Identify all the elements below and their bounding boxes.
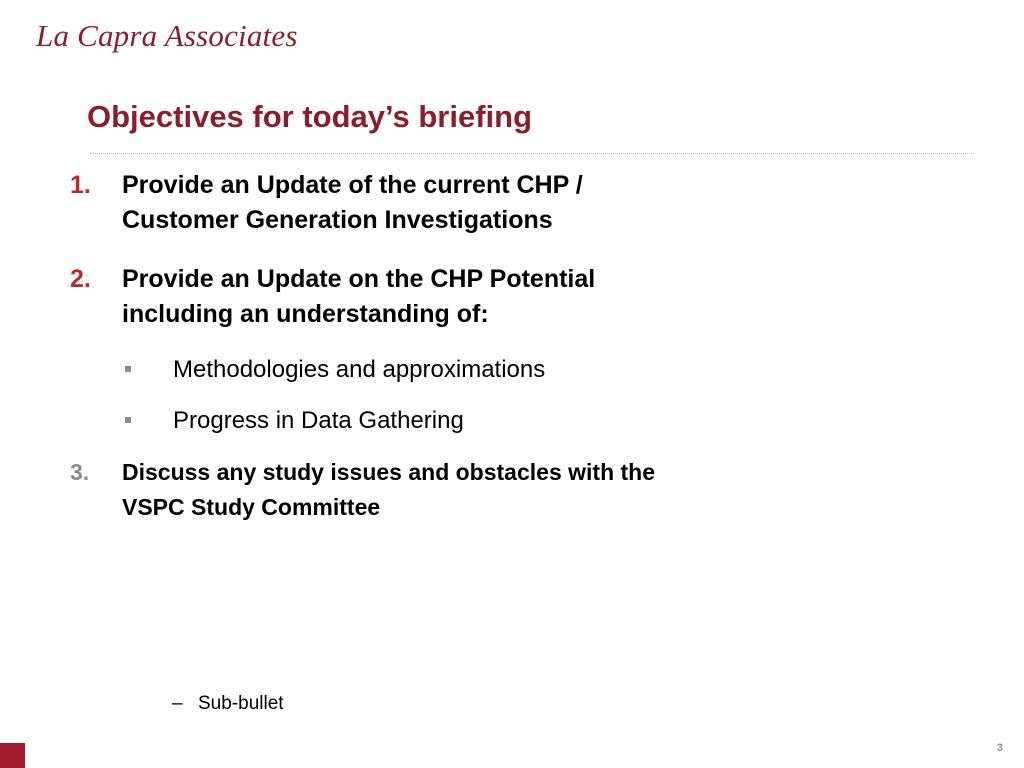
item-line: Discuss any study issues and obstacles with the — [122, 459, 656, 485]
bullet-text: Methodologies and approximations — [173, 356, 546, 383]
item-line: Customer Generation Investigations — [122, 206, 553, 234]
square-bullet-icon — [125, 417, 131, 423]
item-number: 2. — [70, 265, 91, 293]
item-line: including an understanding of: — [122, 300, 489, 328]
item-number: 3. — [70, 459, 90, 485]
title-divider — [90, 153, 974, 154]
bullet-text: Progress in Data Gathering — [173, 407, 464, 434]
item-text — [122, 262, 762, 332]
placeholder-sub-bullet — [172, 693, 284, 715]
item-number: 1. — [70, 171, 91, 199]
item-text — [122, 455, 762, 525]
dash-bullet-icon: – — [172, 693, 183, 714]
sub-bullet-text: Sub-bullet — [198, 693, 284, 714]
corner-accent — [0, 743, 25, 768]
item-line: Provide an Update of the current CHP / — [122, 171, 583, 199]
page-number: 3 — [996, 742, 1003, 754]
company-logo: La Capra Associates — [36, 18, 298, 53]
item-line: Provide an Update on the CHP Potential — [122, 265, 596, 293]
item-text — [122, 168, 762, 238]
slide-title: Objectives for today’s briefing — [87, 99, 533, 134]
item-line: VSPC Study Committee — [122, 494, 381, 520]
square-bullet-icon — [125, 366, 131, 372]
